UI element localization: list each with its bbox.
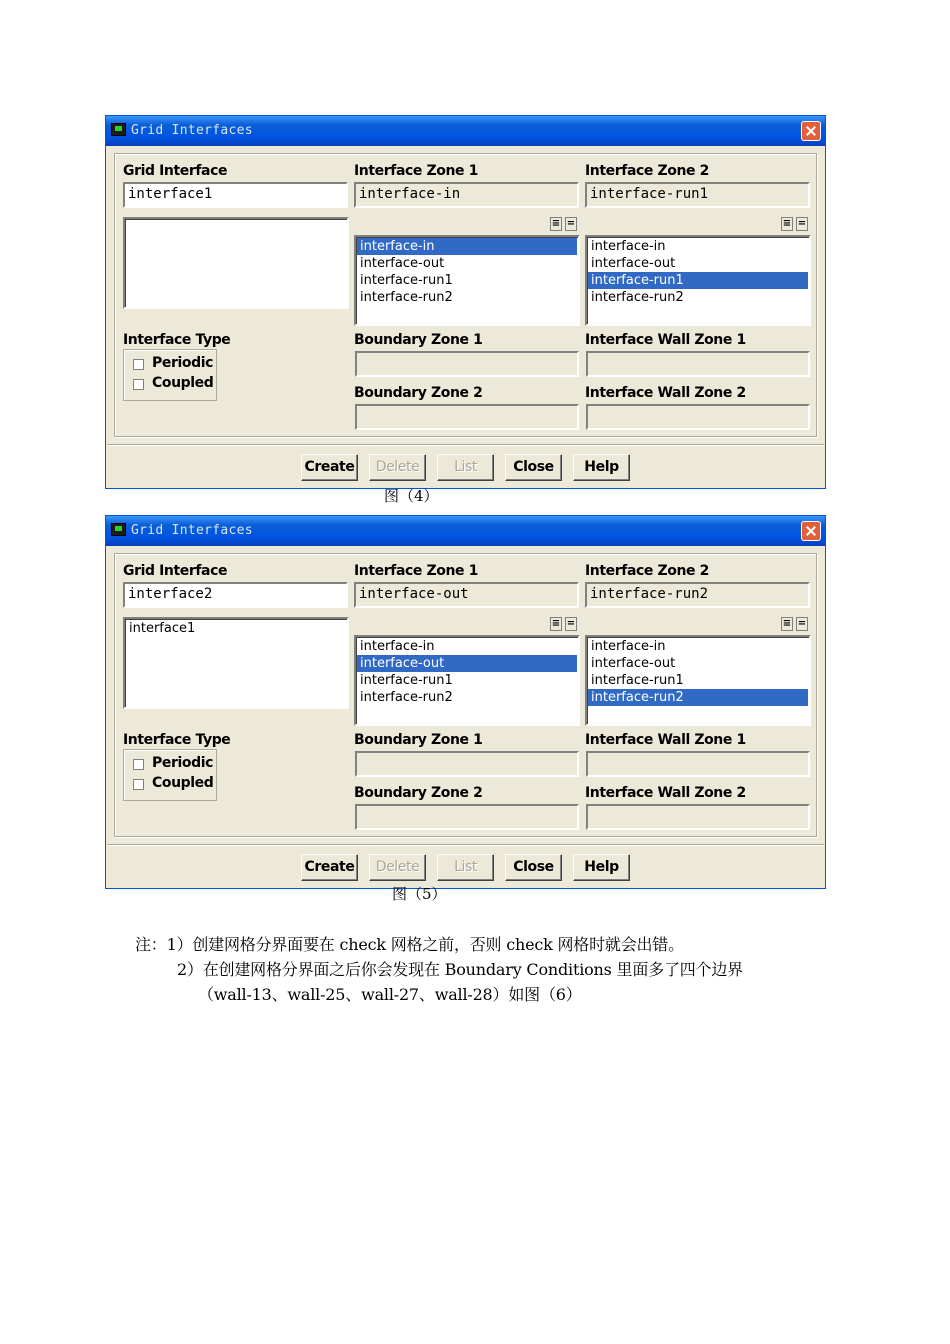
interface-group [114,153,817,437]
zone2-items [588,638,808,706]
grid-interface-input[interactable]: interface2 [123,582,348,608]
grid-interfaces-dialog [105,515,826,889]
list-item[interactable]: interface-out [591,656,676,671]
close-button[interactable]: Close [505,454,562,481]
interface-zone1-list[interactable] [354,635,580,726]
separator [107,444,824,446]
zone1-items [357,638,577,706]
help-button[interactable]: Help [573,854,630,881]
interface-group [114,553,817,837]
list-item[interactable]: interface-run1 [591,673,684,688]
zone2-deselect-all-button[interactable]: = [797,218,807,229]
list-item[interactable]: interface-out [360,256,445,271]
list-button[interactable]: List [437,854,494,881]
existing-interfaces-list[interactable] [123,617,349,709]
separator [107,844,824,846]
interface-zone1-label: Interface Zone 1 [354,163,478,179]
interface-zone2-field: interface-run2 [585,582,810,608]
close-icon[interactable] [801,121,821,141]
boundary-zone2-label: Boundary Zone 2 [354,385,483,401]
periodic-checkbox[interactable] [133,359,144,370]
grid-interface-input[interactable]: interface1 [123,182,348,208]
list-item[interactable]: interface-in [360,639,435,654]
close-icon[interactable] [801,521,821,541]
note-line-2: 2）在创建网格分界面之后你会发现在 Boundary Conditions 里面多了四个边界 [177,960,743,979]
coupled-checkbox[interactable] [133,779,144,790]
interface-type-box [123,749,217,801]
interface-zone2-label: Interface Zone 2 [585,163,709,179]
coupled-checkbox[interactable] [133,379,144,390]
wall-zone2-field [586,404,810,430]
list-item[interactable]: interface-run1 [588,272,808,289]
list-item[interactable]: interface-out [591,256,676,271]
list-item[interactable]: interface-run2 [588,689,808,706]
window-title: Grid Interfaces [131,123,253,138]
note-line-3: （wall-13、wall-25、wall-27、wall-28）如图（6） [198,985,582,1004]
periodic-checkbox[interactable] [133,759,144,770]
list-item[interactable]: interface1 [129,621,196,636]
figure-caption: 图（4） [384,487,439,505]
grid-interface-label: Grid Interface [123,563,228,579]
interface-zone2-list[interactable] [585,635,811,726]
create-button[interactable]: Create [301,854,358,881]
list-item[interactable]: interface-run2 [360,290,453,305]
wall-zone2-label: Interface Wall Zone 2 [585,785,746,801]
figure-caption: 图（5） [392,885,447,903]
interface-zone1-field: interface-out [354,582,579,608]
title-bar[interactable] [106,516,825,546]
interface-type-label: Interface Type [123,332,231,348]
help-button[interactable]: Help [573,454,630,481]
zone1-select-all-button[interactable]: ≡ [551,618,561,629]
coupled-label: Coupled [152,775,214,791]
interface-zone1-label: Interface Zone 1 [354,563,478,579]
window-title: Grid Interfaces [131,523,253,538]
zone1-items [357,238,577,306]
grid-interfaces-dialog [105,115,826,489]
list-item[interactable]: interface-run2 [591,290,684,305]
close-button[interactable]: Close [505,854,562,881]
title-bar[interactable] [106,116,825,146]
interface-zone1-list[interactable] [354,235,580,326]
interface-type-label: Interface Type [123,732,231,748]
coupled-label: Coupled [152,375,214,391]
wall-zone1-field [586,351,810,377]
interface-zone2-label: Interface Zone 2 [585,563,709,579]
wall-zone1-field [586,751,810,777]
interface-zone2-list[interactable] [585,235,811,326]
boundary-zone2-label: Boundary Zone 2 [354,785,483,801]
list-item[interactable]: interface-run1 [360,673,453,688]
boundary-zone1-label: Boundary Zone 1 [354,332,483,348]
interface-type-box [123,349,217,401]
zone2-deselect-all-button[interactable]: = [797,618,807,629]
list-item[interactable]: interface-out [357,655,577,672]
periodic-label: Periodic [152,755,213,771]
boundary-zone1-label: Boundary Zone 1 [354,732,483,748]
list-item[interactable]: interface-run1 [360,273,453,288]
boundary-zone2-field [355,404,579,430]
zone1-select-all-button[interactable]: ≡ [551,218,561,229]
existing-interfaces-items [126,620,346,637]
list-item[interactable]: interface-in [357,238,577,255]
wall-zone1-label: Interface Wall Zone 1 [585,332,746,348]
wall-zone2-label: Interface Wall Zone 2 [585,385,746,401]
interface-zone2-field: interface-run1 [585,182,810,208]
grid-interface-label: Grid Interface [123,163,228,179]
wall-zone2-field [586,804,810,830]
zone1-deselect-all-button[interactable]: = [566,218,576,229]
boundary-zone1-field [355,751,579,777]
periodic-label: Periodic [152,355,213,371]
app-icon [111,523,126,536]
list-button[interactable]: List [437,454,494,481]
boundary-zone2-field [355,804,579,830]
interface-zone1-field: interface-in [354,182,579,208]
wall-zone1-label: Interface Wall Zone 1 [585,732,746,748]
list-item[interactable]: interface-run2 [360,690,453,705]
delete-button[interactable]: Delete [369,854,426,881]
note-line-1: 注：1）创建网格分界面要在 check 网格之前，否则 check 网格时就会出错。 [135,935,684,954]
zone2-select-all-button[interactable]: ≡ [782,618,792,629]
zone1-deselect-all-button[interactable]: = [566,618,576,629]
list-item[interactable]: interface-in [591,239,666,254]
zone2-select-all-button[interactable]: ≡ [782,218,792,229]
existing-interfaces-list[interactable] [123,217,349,309]
create-button[interactable]: Create [301,454,358,481]
app-icon [111,123,126,136]
zone2-items [588,238,808,306]
delete-button[interactable]: Delete [369,454,426,481]
list-item[interactable]: interface-in [591,639,666,654]
boundary-zone1-field [355,351,579,377]
